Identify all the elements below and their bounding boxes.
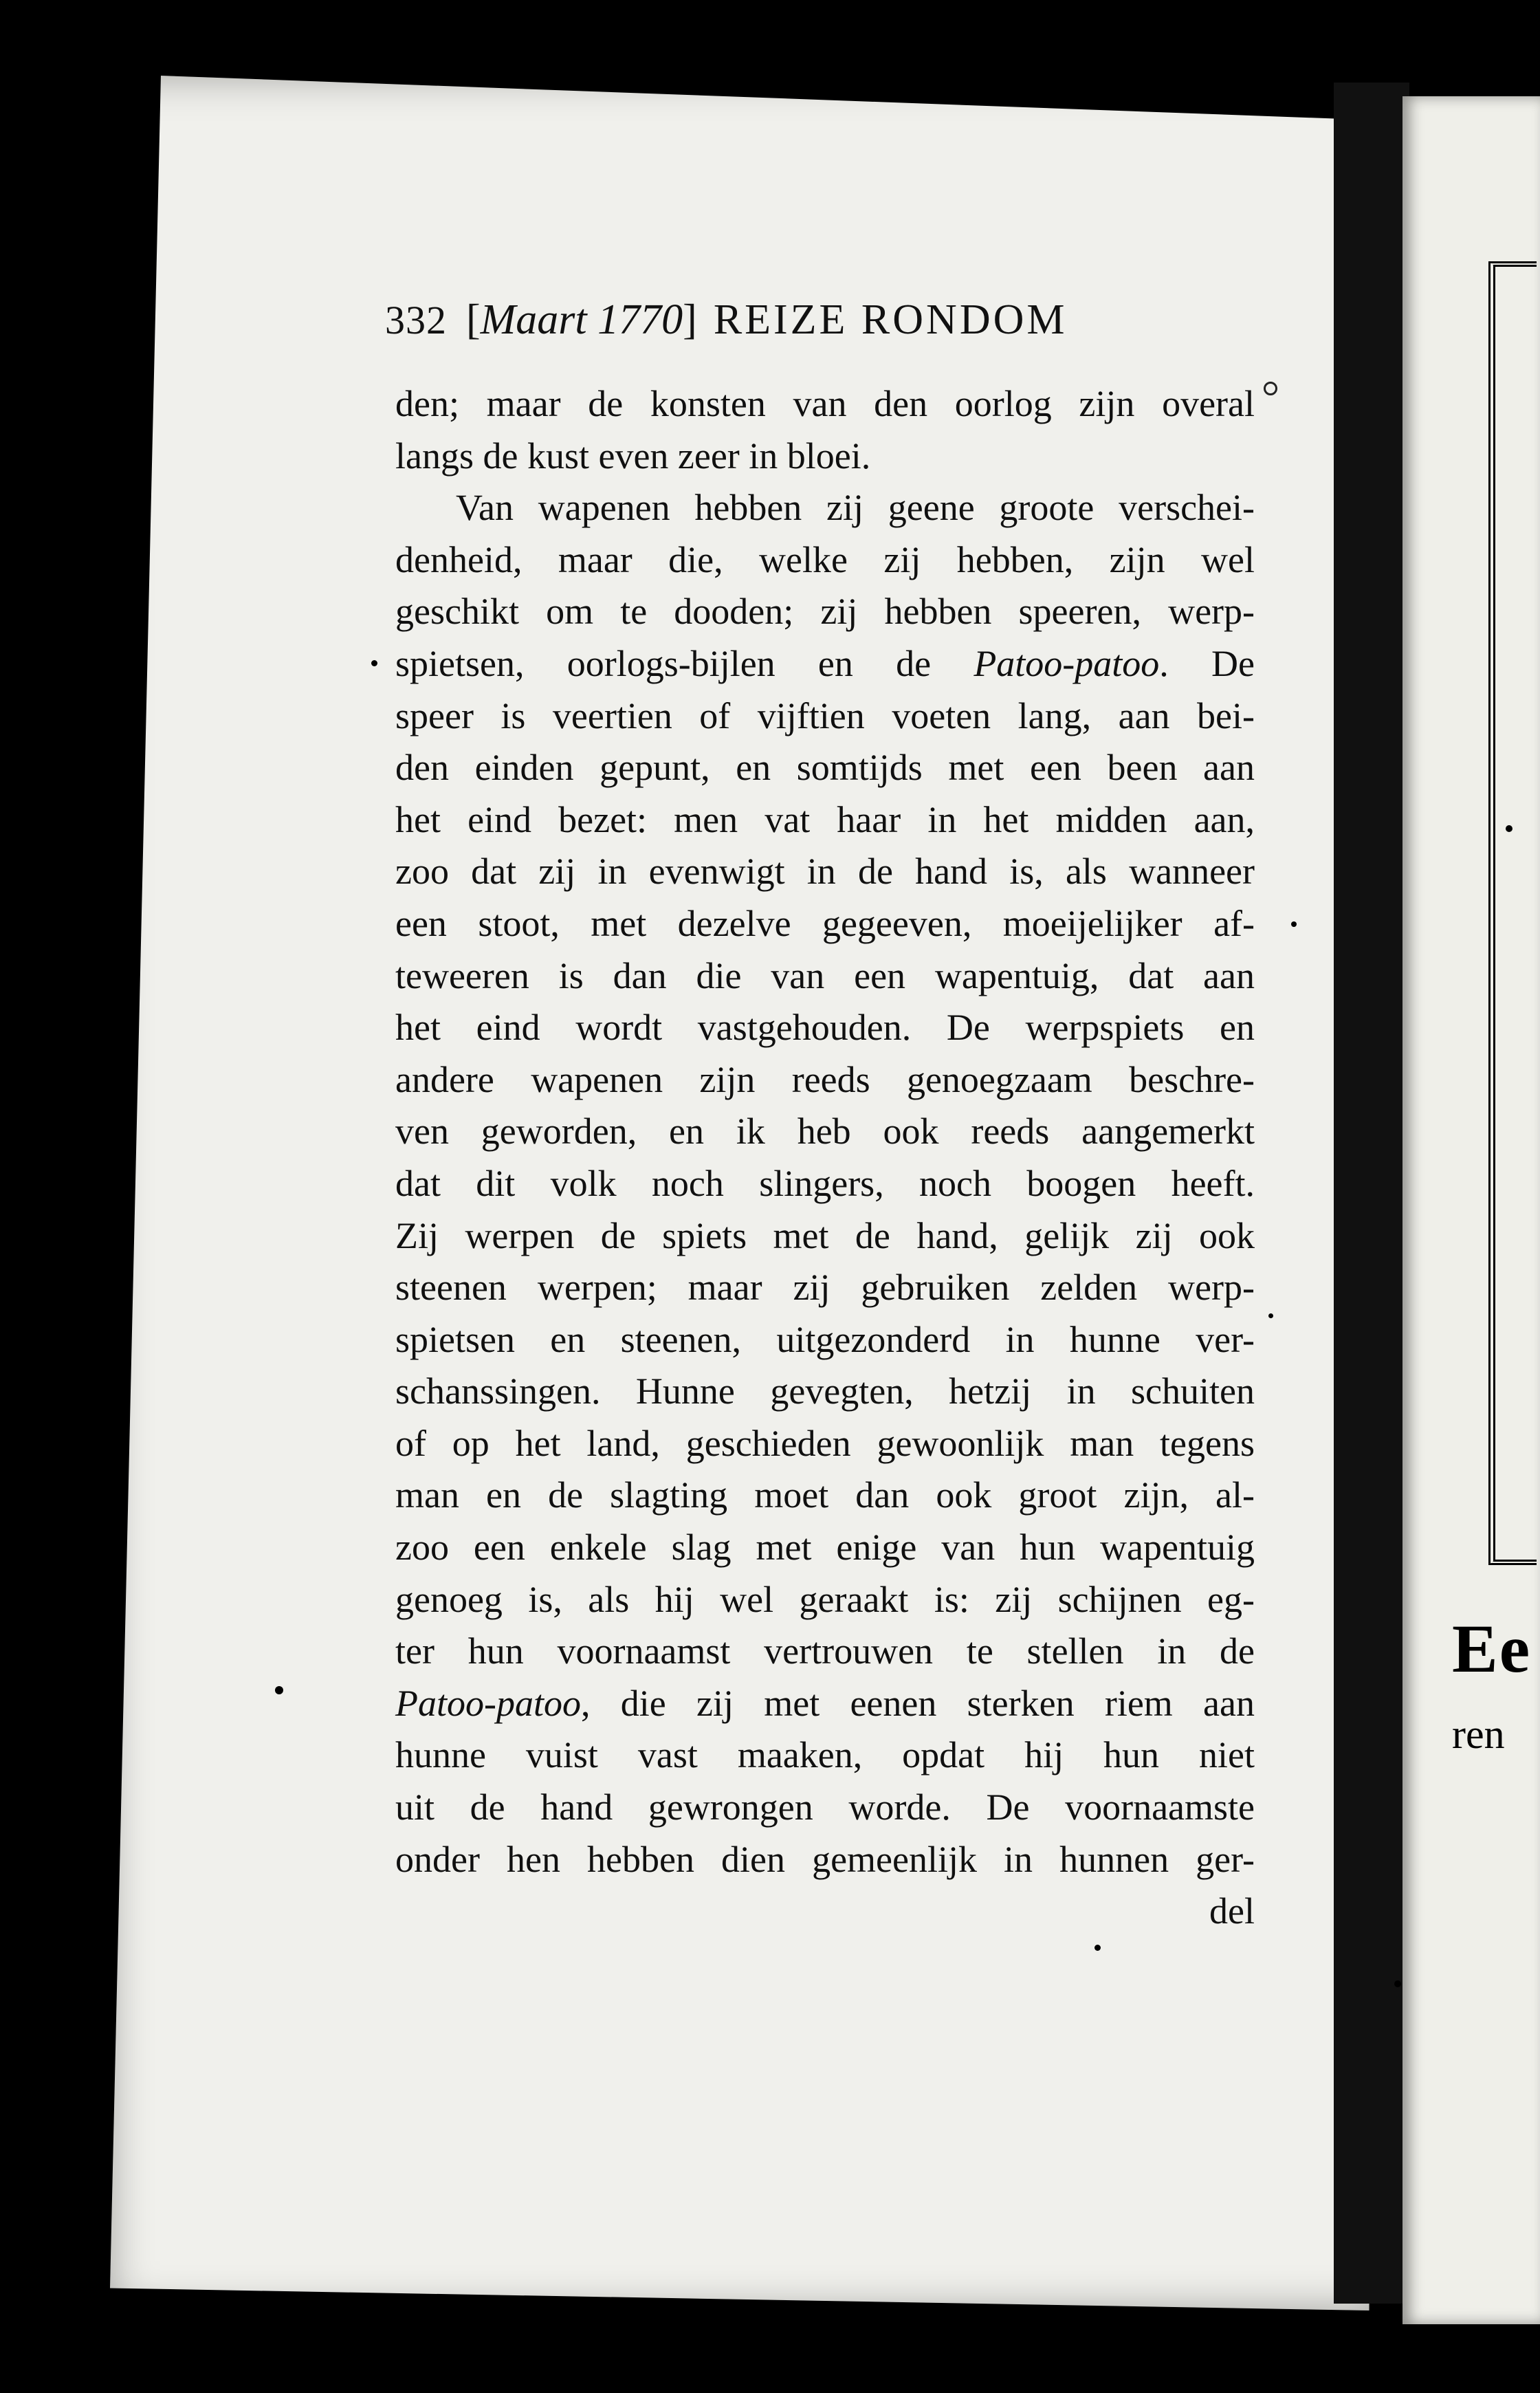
text-line: schanssingen. Hunne gevegten, hetzij in schuiten (395, 1370, 1255, 1412)
text-line: zoo dat zij in evenwigt in de hand is, als wanneer (395, 851, 1255, 893)
text-line: zoo een enkele slag met enige van hun wapentuig (395, 1527, 1255, 1569)
right-page-heading-fragment: Ee (1452, 1610, 1532, 1687)
catchword: del (1209, 1890, 1255, 1932)
text-line: Zij werpen de spiets met de hand, gelijk zij ook (395, 1214, 1255, 1256)
text-line: langs de kust even zeer in bloei. (395, 435, 871, 477)
text-line: uit de hand gewrongen worde. De voornaamste (395, 1786, 1255, 1828)
margin-speck (371, 660, 377, 666)
text-line: ter hun voornaamst vertrouwen te stellen in de (395, 1630, 1255, 1672)
right-page-speck (1506, 825, 1512, 832)
text-line: hunne vuist vast maaken, opdat hij hun niet (395, 1734, 1255, 1776)
margin-speck (1268, 1313, 1273, 1318)
text-line: of op het land, geschieden gewoonlijk man tegens (395, 1422, 1255, 1464)
text-line: genoeg is, als hij wel geraakt is: zij schijnen eg- (395, 1578, 1255, 1620)
italic-term: Patoo-patoo (974, 642, 1160, 684)
text-line: spietsen en steenen, uitgezonderd in hunne ver- (395, 1318, 1255, 1360)
text-line: denheid, maar die, welke zij hebben, zijn wel (395, 538, 1255, 580)
margin-speck (1264, 382, 1277, 395)
text-line: teweeren is dan die van een wapentuig, dat aan (395, 954, 1255, 996)
text-line: den; maar de konsten van den oorlog zijn overal (395, 383, 1255, 424)
margin-speck (1094, 1945, 1101, 1951)
text-line: onder hen hebben dien gemeenlijk in hunnen ger- (395, 1838, 1255, 1880)
italic-term: Patoo-patoo (395, 1682, 581, 1724)
text-line: geschikt om te dooden; zij hebben speeren, werp- (395, 591, 1255, 633)
margin-speck (1291, 921, 1297, 927)
running-header (385, 296, 1251, 345)
text-line: man en de slagting moet dan ook groot zijn, al- (395, 1474, 1255, 1516)
text-line: den einden gepunt, en somtijds met een been aan (395, 747, 1255, 789)
running-title: REIZE RONDOM (713, 296, 1068, 343)
text-line: ven geworden, en ik heb ook reeds aangemerkt (395, 1111, 1255, 1152)
text-line: steenen werpen; maar zij gebruiken zelden werp- (395, 1267, 1255, 1309)
right-page-border-frame (1488, 261, 1537, 1565)
text-line: Van wapenen hebben zij geene groote verschei- (456, 487, 1255, 529)
text-line: Patoo-patoo, die zij met eenen sterken riem aan (395, 1682, 1255, 1724)
running-date: [Maart 1770] (466, 296, 697, 343)
margin-speck (275, 1686, 283, 1694)
text-line: het eind bezet: men vat haar in het midden aan, (395, 798, 1255, 840)
page-number: 332 (385, 298, 447, 342)
text-line: dat dit volk noch slingers, noch boogen heeft. (395, 1162, 1255, 1204)
right-page-subheading-fragment: ren (1452, 1712, 1505, 1757)
running-date-text: Maart 1770 (480, 296, 683, 343)
body-text (395, 378, 1255, 1938)
text-line: andere wapenen zijn reeds genoegzaam beschre- (395, 1058, 1255, 1100)
text-line: een stoot, met dezelve gegeeven, moeijelijker af- (395, 902, 1255, 944)
text-line: het eind wordt vastgehouden. De werpspiets en (395, 1007, 1255, 1049)
book-gutter (1334, 83, 1409, 2304)
text-line: speer is veertien of vijftien voeten lang, aan bei- (395, 695, 1255, 736)
text-line: spietsen, oorlogs-bijlen en de Patoo-patoo. De (395, 642, 1255, 684)
right-page-speck (1394, 1980, 1401, 1987)
